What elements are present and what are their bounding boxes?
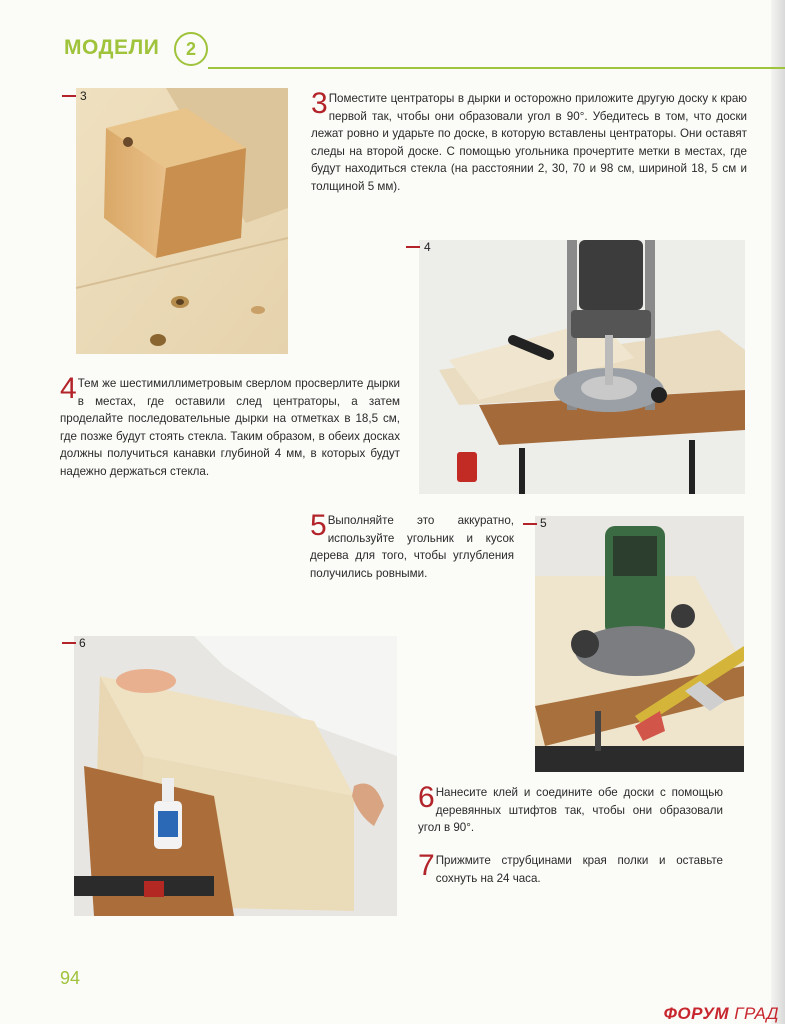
step-4-number: 4	[60, 372, 77, 405]
step-4	[60, 372, 400, 481]
gluing-boards-image	[74, 636, 397, 916]
step-7-number: 7	[418, 849, 435, 882]
section-title: МОДЕЛИ	[64, 36, 160, 59]
step-7	[418, 849, 723, 887]
chapter-number-badge: 2	[174, 32, 208, 66]
photo-6-tick	[62, 642, 76, 644]
forum-watermark	[664, 1004, 779, 1024]
header-divider	[208, 67, 785, 69]
photo-4-tick	[406, 246, 420, 248]
step-7-text: Прижмите струбцинами края полки и оставьте сохнуть на 24 часа.	[435, 854, 723, 885]
wood-block-image	[76, 88, 288, 354]
step-3	[311, 87, 747, 196]
step-4-text: Тем же шестимиллиметровым сверлом просверлите дырки в местах, где оставили след центраторы, а затем проделайте последовательные дырки на отметках в 18,5 см, где позже будут стоять стекла. Таким образом, в обеих досках должны получиться канавки глубиной 4 мм, в которых будут надежно держаться стекла.	[60, 377, 400, 478]
photo-6	[74, 636, 397, 916]
step-3-number: 3	[311, 87, 328, 120]
step-5	[310, 509, 514, 582]
photo-3-tick	[62, 95, 76, 97]
photo-5-tick	[523, 523, 537, 525]
step-6	[418, 781, 723, 837]
photo-3	[76, 88, 288, 354]
watermark-part1: ФОРУМ	[663, 1004, 729, 1023]
photo-5	[535, 516, 744, 772]
step-5-number: 5	[310, 509, 327, 542]
watermark-part2: ГРАД	[734, 1004, 779, 1023]
step-6-number: 6	[418, 781, 435, 814]
photo-4	[419, 240, 745, 494]
router-stand-image	[419, 240, 745, 494]
photo-6-label: 6	[79, 636, 86, 650]
router-square-image	[535, 516, 744, 772]
photo-5-label: 5	[540, 516, 547, 530]
photo-4-label: 4	[424, 240, 431, 254]
step-3-text: Поместите центраторы в дырки и осторожно приложите другую доску к краю первой так, чтобы они образовали угол в 90°. Убедитесь в том, что доски лежат ровно и ударьте по доске, в которую вставлены центраторы. Они оставят следы на второй доске. С помощью угольника прочертите метки в местах, где будут находиться стекла (на расстоянии 2, 30, 70 и 98 см, шириной 18, 5 см и толщиной 5 мм).	[311, 92, 747, 193]
step-5-text: Выполняйте это аккуратно, используйте угольник и кусок дерева для того, чтобы углубления получились ровными.	[310, 514, 514, 580]
photo-3-label: 3	[80, 89, 87, 103]
step-6-text: Нанесите клей и соедините обе доски с помощью деревянных штифтов так, чтобы они образовали угол в 90°.	[418, 786, 723, 835]
page-gutter-shadow	[771, 0, 785, 1024]
page-number: 94	[60, 968, 81, 988]
